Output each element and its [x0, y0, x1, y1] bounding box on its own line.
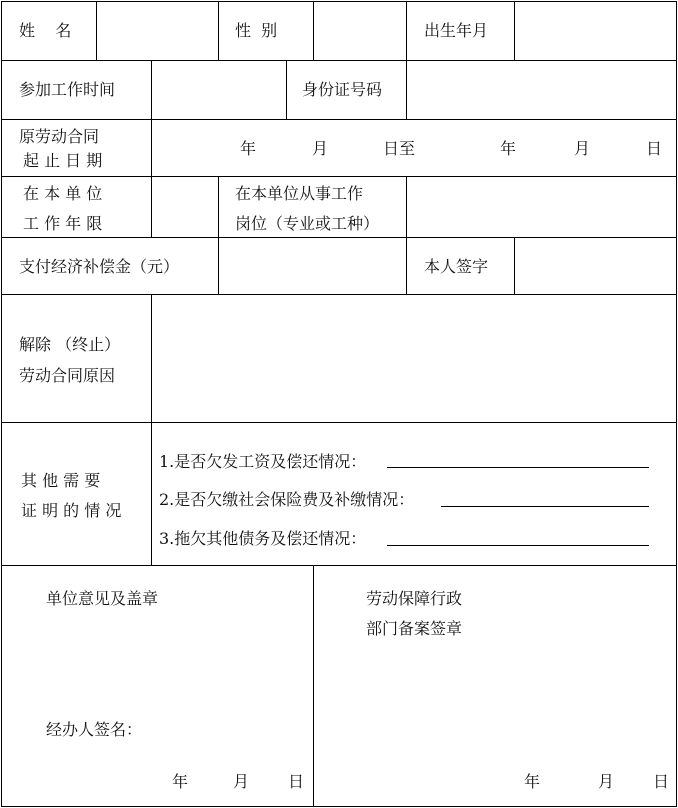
col-line: [218, 176, 219, 237]
col-line: [151, 294, 152, 565]
contract-month-start: 月: [312, 139, 329, 158]
birth-date-label: 出生年月: [424, 21, 489, 40]
position-label: 在本单位从事工作: [235, 184, 364, 203]
col-line: [151, 119, 152, 176]
work-start-label: 参加工作时间: [19, 80, 116, 99]
contract-month-end: 月: [574, 139, 591, 158]
labor-dept-label: 部门备案签章: [366, 619, 463, 638]
other-item-2-blank[interactable]: [441, 506, 649, 507]
other-info-label: 证 明 的 情 况: [21, 501, 122, 520]
contract-day-end: 日: [646, 139, 663, 158]
dept-date-day: 日: [653, 772, 670, 791]
row-divider-3: [1, 176, 677, 177]
border-left: [1, 1, 2, 807]
position-label: 岗位（专业或工种）: [235, 214, 380, 233]
name-label: 姓 名: [19, 21, 72, 40]
unit-date-day: 日: [288, 772, 305, 791]
compensation-label: 支付经济补偿金（元）: [19, 257, 180, 276]
unit-opinion-label: 单位意见及盖章: [46, 589, 159, 608]
tenure-label: 工 作 年 限: [23, 214, 103, 233]
gender-label: 性 别: [235, 21, 278, 40]
contract-day-to: 日至: [383, 139, 416, 158]
col-line: [406, 60, 407, 119]
handler-signature-label: 经办人签名：: [46, 720, 143, 739]
contract-year-start: 年: [240, 139, 257, 158]
dept-date-year: 年: [524, 772, 541, 791]
other-item-1: 1.是否欠发工资及偿还情况：: [159, 452, 367, 471]
row-divider-1: [1, 60, 677, 61]
col-line: [514, 1, 515, 60]
col-line: [96, 1, 97, 60]
unit-date-year: 年: [172, 772, 189, 791]
col-line: [218, 237, 219, 294]
col-line: [313, 1, 314, 60]
unit-date-month: 月: [233, 772, 250, 791]
row-divider-6: [1, 422, 677, 423]
contract-period-label: 起 止 日 期: [23, 151, 103, 170]
border-bottom: [1, 806, 677, 807]
col-line: [406, 237, 407, 294]
contract-year-end: 年: [500, 139, 517, 158]
border-top: [1, 1, 677, 2]
other-item-3: 3.拖欠其他债务及偿还情况：: [159, 529, 367, 548]
col-line: [151, 176, 152, 237]
row-divider-2: [1, 119, 677, 120]
termination-reason-label: 劳动合同原因: [19, 366, 116, 385]
other-item-1-blank[interactable]: [387, 467, 649, 468]
col-line: [514, 237, 515, 294]
col-line: [406, 1, 407, 60]
col-line: [313, 565, 314, 806]
col-line: [406, 176, 407, 237]
col-line: [286, 60, 287, 119]
row-divider-5: [1, 294, 677, 295]
border-right: [676, 1, 677, 807]
termination-reason-label: 解除 （终止）: [19, 335, 121, 354]
other-info-label: 其 他 需 要: [21, 471, 101, 490]
row-divider-4: [1, 237, 677, 238]
labor-dept-label: 劳动保障行政: [366, 589, 463, 608]
id-number-label: 身份证号码: [302, 80, 383, 99]
other-item-3-blank[interactable]: [387, 545, 649, 546]
signature-label: 本人签字: [424, 257, 489, 276]
dept-date-month: 月: [598, 772, 615, 791]
row-divider-7: [1, 565, 677, 566]
col-line: [151, 60, 152, 119]
other-item-2: 2.是否欠缴社会保险费及补缴情况：: [159, 490, 415, 509]
contract-period-label: 原劳动合同: [19, 127, 100, 146]
col-line: [218, 1, 219, 60]
tenure-label: 在 本 单 位: [23, 184, 103, 203]
